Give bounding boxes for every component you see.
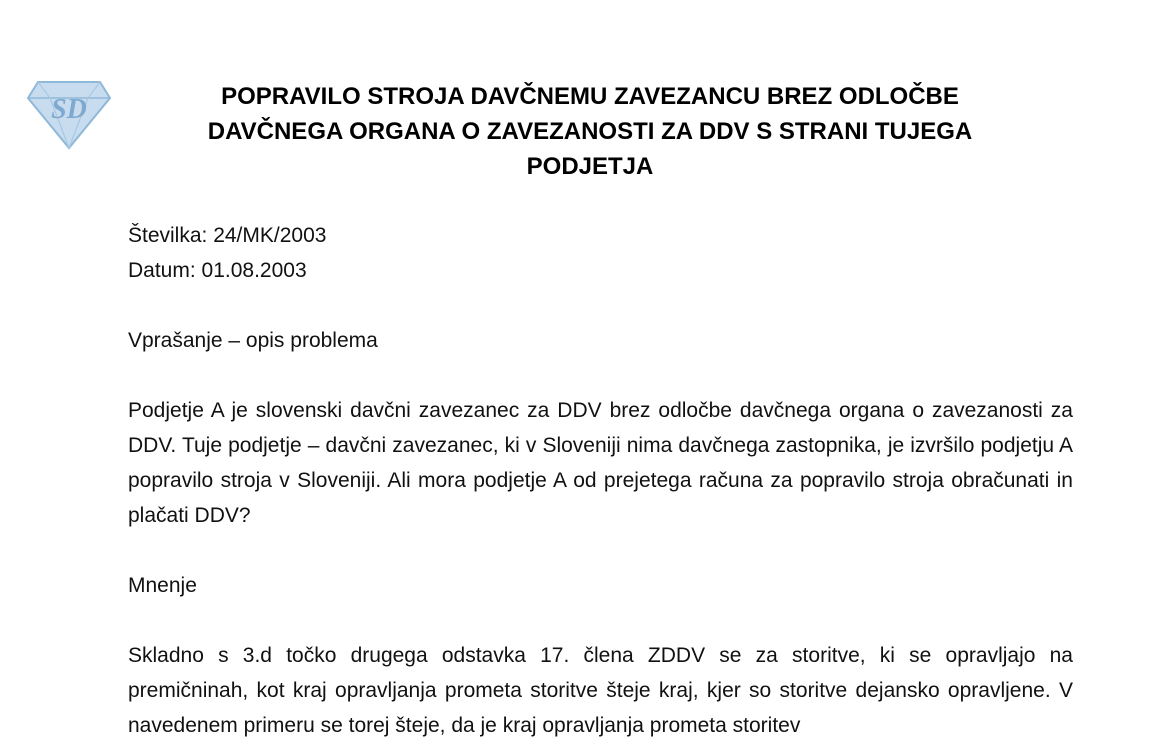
question-heading: Vprašanje – opis problema — [128, 329, 378, 352]
document-title: POPRAVILO STROJA DAVČNEMU ZAVEZANCU BREZ ODLOČBE DAVČNEGA ORGANA O ZAVEZANOSTI ZA DDV S STRANI TUJEGA PODJETJA — [207, 83, 973, 180]
document-date: Datum: 01.08.2003 — [128, 259, 307, 282]
opinion-paragraph: Skladno s 3.d točko drugega odstavka 17. člena ZDDV se za storitve, ki se opravljajo na premičninah, kot kraj opravljanja prometa storitve šteje kraj, kjer so storitve dejansko opravljene. V navedenem primeru se torej šteje, da je kraj opravljanja prometa storitev — [128, 644, 1073, 737]
company-logo — [26, 78, 112, 150]
logo-text: SD — [51, 94, 87, 125]
document-number: Številka: 24/MK/2003 — [128, 224, 327, 247]
opinion-heading: Mnenje — [128, 574, 197, 597]
question-paragraph: Podjetje A je slovenski davčni zavezanec za DDV brez odločbe davčnega organa o zavezanosti za DDV. Tuje podjetje – davčni zavezanec, ki v Sloveniji nima davčnega zastopnika, je izvršilo podjetju A popravilo stroja v Sloveniji. Ali mora podjetje A od prejetega računa za popravilo stroja obračunati in plačati DDV? — [128, 399, 1073, 527]
document-body — [128, 218, 1073, 743]
diamond-sd-logo-icon — [26, 78, 112, 150]
